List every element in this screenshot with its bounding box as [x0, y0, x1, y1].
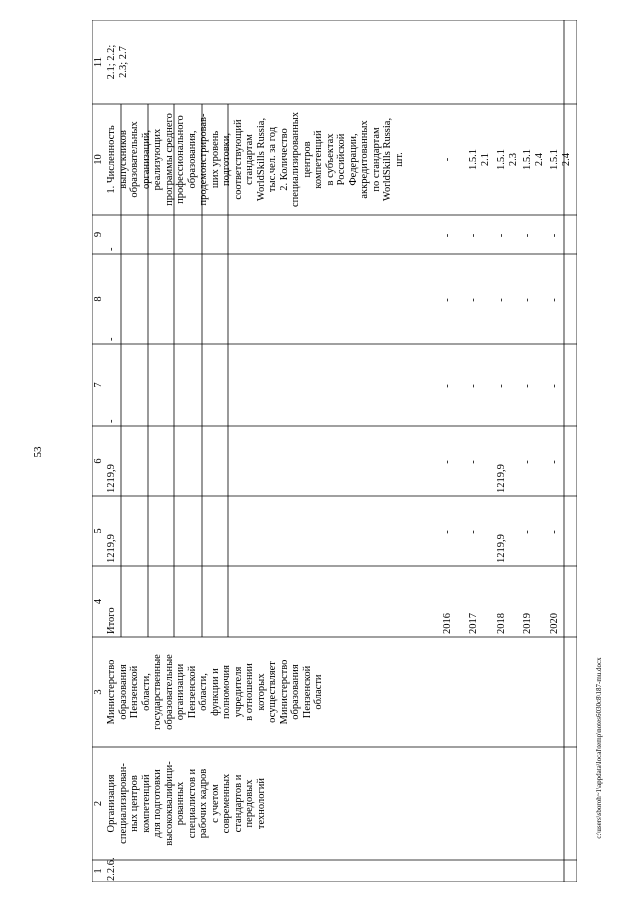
header-col-7: 7 — [93, 382, 104, 388]
year-2019-col-6: - — [522, 460, 533, 464]
year-2016-col-6: - — [442, 460, 453, 464]
total-value-col-9: - — [106, 247, 117, 251]
year-2018-col-7: - — [496, 384, 507, 388]
year-2019-col-8: - — [522, 298, 533, 302]
year-2016-col-8: - — [442, 298, 453, 302]
header-col-8: 8 — [93, 296, 104, 302]
year-2020-col-6: - — [549, 460, 560, 464]
year-2017-col-6: - — [468, 460, 479, 464]
header-col-6: 6 — [93, 458, 104, 464]
year-2016-col-7: - — [442, 384, 453, 388]
year-2020: 2020 — [549, 613, 560, 634]
task-references: 2.1; 2.2; 2.3; 2.7 — [106, 44, 129, 80]
header-col-2: 2 — [93, 800, 104, 807]
year-2017-col-8: - — [468, 298, 479, 302]
budget-table — [92, 20, 577, 882]
header-col-10: 10 — [93, 154, 104, 165]
year-2020-col-8: - — [549, 298, 560, 302]
year-2017: 2017 — [468, 613, 479, 634]
year-2018-col-8: - — [496, 298, 507, 302]
year-2016: 2016 — [442, 613, 453, 634]
event-name: Организация специализирован- ных центров компетенций для подготовки высококвалифици- рованных специалистов и рабочих кадров с учетом современных стандартов и передовых технологий — [106, 761, 267, 846]
total-value-col-5: 1219,9 — [106, 534, 117, 563]
total-value-col-7: - — [106, 419, 117, 423]
year-2019-indicator: 1.5.1 2.4 — [522, 149, 545, 170]
indicator-text: 1. Численность выпускников образовательных организаций, реализующих программы среднего профессионального образования, продемонстрировав- ших уровень подготовки, соответствующий стандартам WorldSkills Russia, тыс.чел. за год 2. Количество специализированных центров компетенций в субъектах Российской Федерации, аккредитованных по стандартам WorldSkills Russia, шт. — [106, 111, 405, 208]
header-col-11: 11 — [93, 56, 104, 68]
year-2019-col-7: - — [522, 384, 533, 388]
year-2020-indicator: 1.5.1 2.4 — [549, 149, 572, 170]
footer-file-path: c:\users\sboroh~1\appdata\local\temp\notes6030c8\187-mu.docx — [595, 657, 603, 839]
header-col-4: 4 — [93, 598, 104, 605]
header-col-3: 3 — [93, 689, 104, 695]
year-2018-col-5: 1219,9 — [496, 534, 507, 563]
year-2016-col-9: - — [442, 233, 453, 238]
header-col-5: 5 — [93, 528, 104, 534]
year-2019: 2019 — [522, 613, 533, 634]
year-2019-col-9: - — [522, 233, 533, 238]
year-2016-indicator: - — [442, 157, 453, 162]
year-2018-col-9: - — [496, 233, 507, 238]
year-2017-indicator: 1.5.1 2.1 — [468, 149, 491, 170]
executor: Министерство образования Пензенской области, государственные образовательные организации Пензенской области, функции и полномочия учредителя в отношении которых осуществляет Министерство образования Пензенской области — [106, 654, 324, 730]
year-2019-col-5: - — [522, 530, 533, 534]
year-2018-col-6: 1219,9 — [496, 464, 507, 493]
year-2018: 2018 — [496, 613, 507, 634]
page-number: 53 — [32, 446, 44, 458]
total-value-col-8: - — [106, 337, 117, 341]
year-2020-col-9: - — [549, 233, 560, 238]
year-2017-col-7: - — [468, 384, 479, 388]
year-2017-col-9: - — [468, 233, 479, 238]
row-number: 2.2.6. — [106, 857, 117, 881]
year-2018-indicator: 1.5.1 2.3 — [496, 149, 519, 170]
total-value-col-6: 1219,9 — [106, 464, 117, 493]
header-col-1: 1 — [93, 868, 104, 874]
total-label: Итого — [106, 607, 117, 634]
year-2020-col-5: - — [549, 530, 560, 534]
year-2016-col-5: - — [442, 530, 453, 534]
year-2020-col-7: - — [549, 384, 560, 388]
header-col-9: 9 — [93, 231, 104, 238]
year-2017-col-5: - — [468, 530, 479, 534]
